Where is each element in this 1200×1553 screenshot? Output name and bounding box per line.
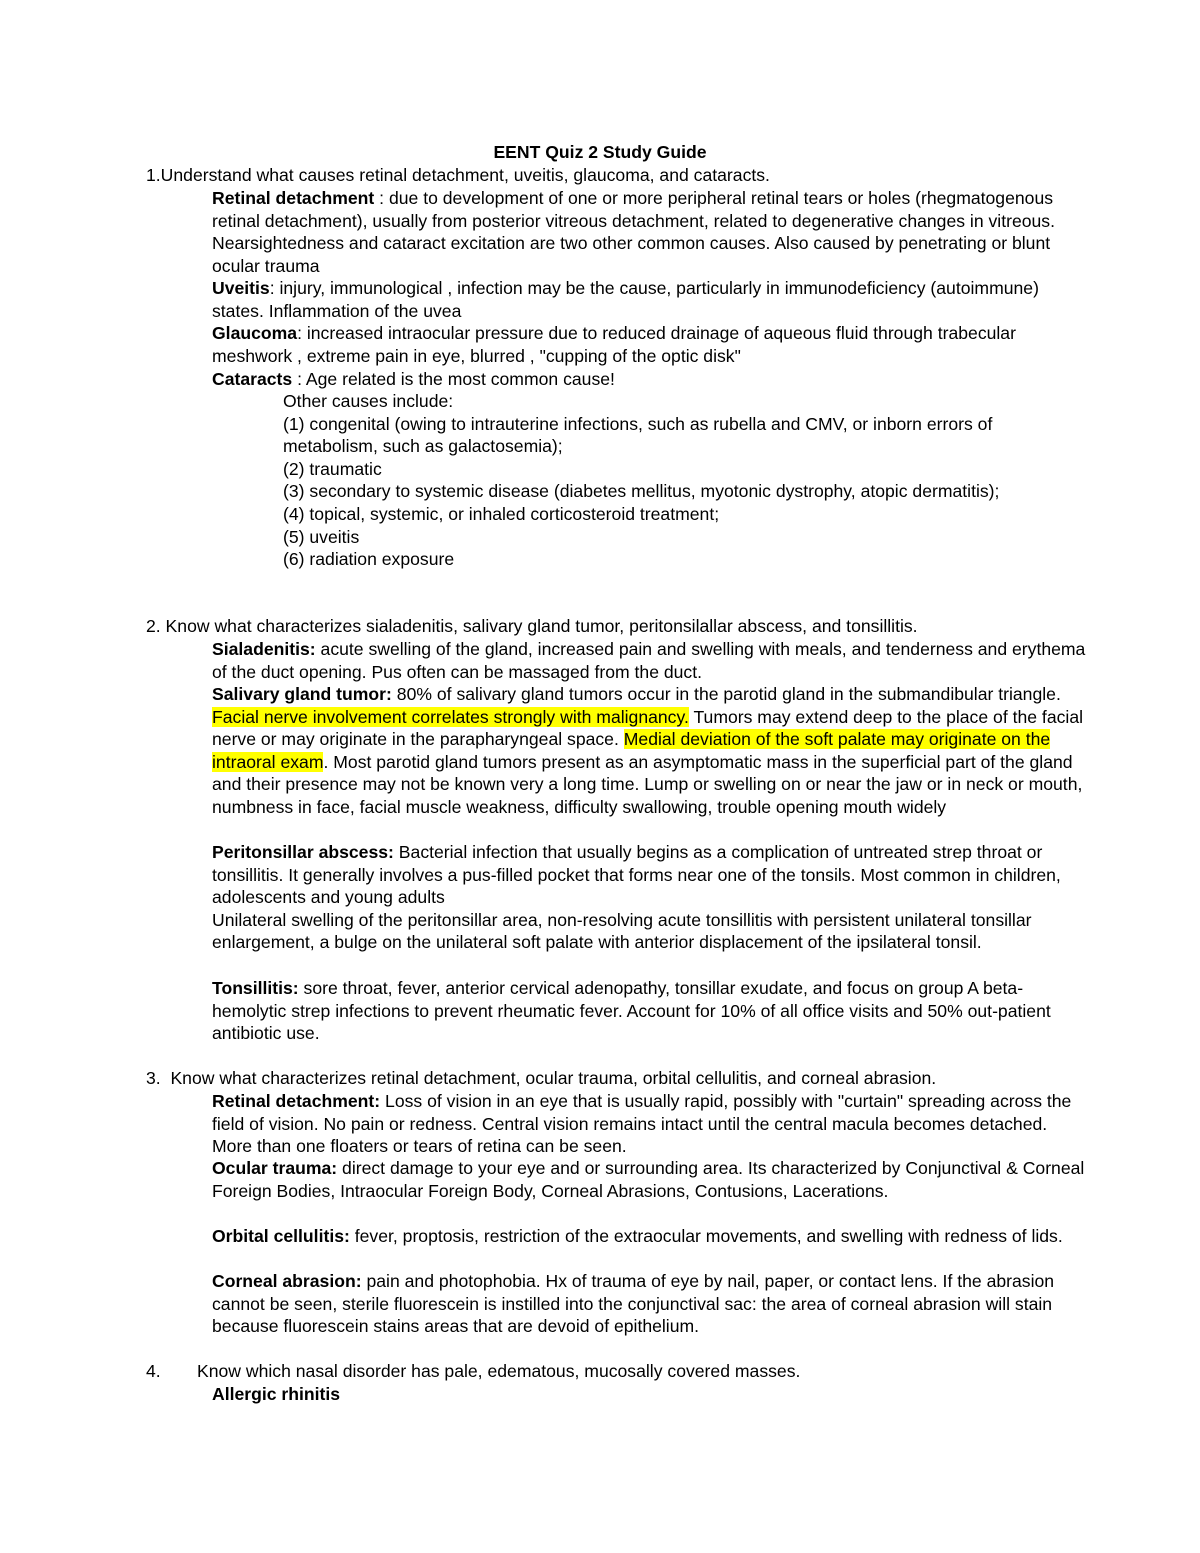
cataracts-cause: : Age related is the most common cause! (292, 369, 615, 389)
q3-corneal-abrasion (212, 1270, 1092, 1338)
ocular-trauma-description: direct damage to your eye and or surrounding area. Its characterized by Conjunctival & Corneal Foreign Bodies, Intraocular Foreign Body, Corneal Abrasions, Contusions, Lacerations. (212, 1158, 1085, 1201)
term-retinal-detachment: Retinal detachment (212, 188, 375, 208)
sialadenitis-description: acute swelling of the gland, increased pain and swelling with meals, and tenderness and erythema of the duct opening. Pus often can be massaged from the duct. (212, 639, 1086, 682)
term-glaucoma: Glaucoma (212, 323, 298, 343)
term-corneal-abrasion: Corneal abrasion: (212, 1271, 362, 1291)
orbital-cellulitis-description: fever, proptosis, restriction of the extraocular movements, and swelling with redness of lids. (349, 1226, 1063, 1246)
peritonsillar-description: Bacterial infection that usually begins as a complication of untreated strep throat or tonsillitis. It generally involves a pus-filled pocket that forms near one of the tonsils. Most common in children, adolescents and young adults (212, 842, 1061, 908)
term-ocular-trauma: Ocular trauma: (212, 1158, 338, 1178)
retinal-detachment-description: Loss of vision in an eye that is usually rapid, possibly with "curtain" spreading across the field of vision. No pain or redness. Central vision remains intact until the central macula becomes detached. More than one floaters or tears of retina can be seen. (212, 1091, 1072, 1157)
salivary-text-1: 80% of salivary gland tumors occur in the parotid gland in the submandibular triangle. (391, 684, 1061, 704)
list-item: (4) topical, systemic, or inhaled corticosteroid treatment; (283, 503, 720, 524)
question-3-heading: 3. Know what characterizes retinal detachment, ocular trauma, orbital cellulitis, and corneal abrasion. (146, 1068, 937, 1088)
list-item: (5) uveitis (283, 526, 360, 547)
uveitis-cause: : injury, immunological , infection may be the cause, particularly in immunodeficiency (autoimmune) states. Inflammation of the uvea (212, 278, 1039, 321)
question-4-heading: Know which nasal disorder has pale, edematous, mucosally covered masses. (197, 1361, 801, 1381)
term-retinal-detachment: Retinal detachment: (212, 1091, 381, 1111)
list-item: (3) secondary to systemic disease (diabetes mellitus, myotonic dystrophy, atopic dermatitis); (283, 481, 1000, 502)
corneal-abrasion-description: pain and photophobia. Hx of trauma of eye by nail, paper, or contact lens. If the abrasion cannot be seen, sterile fluorescein is instilled into the conjunctival sac: the area of corneal abrasion will stain because fluorescein stains areas that are devoid of epithelium. (212, 1271, 1055, 1337)
document-title: EENT Quiz 2 Study Guide (493, 142, 707, 162)
list-item: Other causes include: (283, 391, 454, 411)
highlighted-text: Medial deviation of the soft palate may originate on the intraoral exam (212, 729, 1051, 772)
question-4-number: 4. (146, 1361, 161, 1381)
q3-retinal-detachment (212, 1090, 1092, 1158)
q3-ocular-trauma (212, 1157, 1092, 1202)
q1-retinal-detachment (212, 187, 1092, 277)
retinal-detachment-cause: : due to development of one or more peripheral retinal tears or holes (rhegmatogenous retinal detachment), usually from posterior vitreous detachment, related to degenerative changes in vitreous. Nearsightedness and cataract excitation are two other common causes. Also caused by penetrating or blunt ocular trauma (212, 188, 1055, 276)
peritonsillar-findings: Unilateral swelling of the peritonsillar area, non-resolving acute tonsillitis with persistent unilateral tonsillar enlargement, a bulge on the unilateral soft palate with anterior displacement of the ipsilateral tonsil. (212, 909, 1032, 953)
question-4-answer: Allergic rhinitis (212, 1384, 341, 1404)
q2-tonsillitis (212, 977, 1092, 1045)
term-uveitis: Uveitis (212, 278, 270, 298)
q1-uveitis (212, 277, 1092, 322)
q1-glaucoma (212, 322, 1092, 367)
list-item: (1) congenital (owing to intrauterine infections, such as rubella and CMV, or inborn errors of metabolism, such as galactosemia); (283, 413, 993, 457)
salivary-text-3: . Most parotid gland tumors present as an asymptomatic mass in the superficial part of the gland and their presence may not be known very a long time. Lump or swelling on or near the jaw or in neck or mouth, numbness in face, facial muscle weakness, difficulty swallowing, trouble opening mouth widely (212, 751, 1083, 817)
term-cataracts: Cataracts (212, 369, 293, 389)
question-2-heading: 2. Know what characterizes sialadenitis, salivary gland tumor, peritonsilallar abscess, and tonsillitis. (146, 616, 918, 636)
cataract-other-causes-list (283, 390, 1083, 571)
q2-peritonsillar-abscess (212, 841, 1092, 954)
tonsillitis-description: sore throat, fever, anterior cervical adenopathy, tonsillar exudate, and focus on group A beta-hemolytic strep infections to prevent rheumatic fever. Account for 10% of all office visits and 50% out-patient antibiotic use. (212, 978, 1051, 1044)
term-salivary-gland-tumor: Salivary gland tumor: (212, 684, 392, 704)
term-peritonsillar-abscess: Peritonsillar abscess: (212, 842, 394, 862)
term-sialadenitis: Sialadenitis: (212, 639, 316, 659)
q1-cataracts (212, 368, 1092, 391)
highlighted-text: Facial nerve involvement correlates strongly with malignancy. (212, 706, 689, 727)
term-tonsillitis: Tonsillitis: (212, 978, 299, 998)
term-orbital-cellulitis: Orbital cellulitis: (212, 1226, 350, 1246)
q3-orbital-cellulitis (212, 1225, 1092, 1248)
q2-salivary-gland-tumor (212, 683, 1092, 819)
list-item: (6) radiation exposure (283, 549, 455, 570)
question-1-heading: 1.Understand what causes retinal detachment, uveitis, glaucoma, and cataracts. (146, 165, 770, 185)
q2-sialadenitis (212, 638, 1092, 683)
list-item: (2) traumatic (283, 458, 382, 479)
salivary-text-2: Tumors may extend deep to the place of the facial nerve or may originate in the parapharyngeal space. (212, 706, 1084, 750)
glaucoma-cause: : increased intraocular pressure due to reduced drainage of aqueous fluid through trabecular meshwork , extreme pain in eye, blurred , "cupping of the optic disk" (212, 323, 1016, 366)
